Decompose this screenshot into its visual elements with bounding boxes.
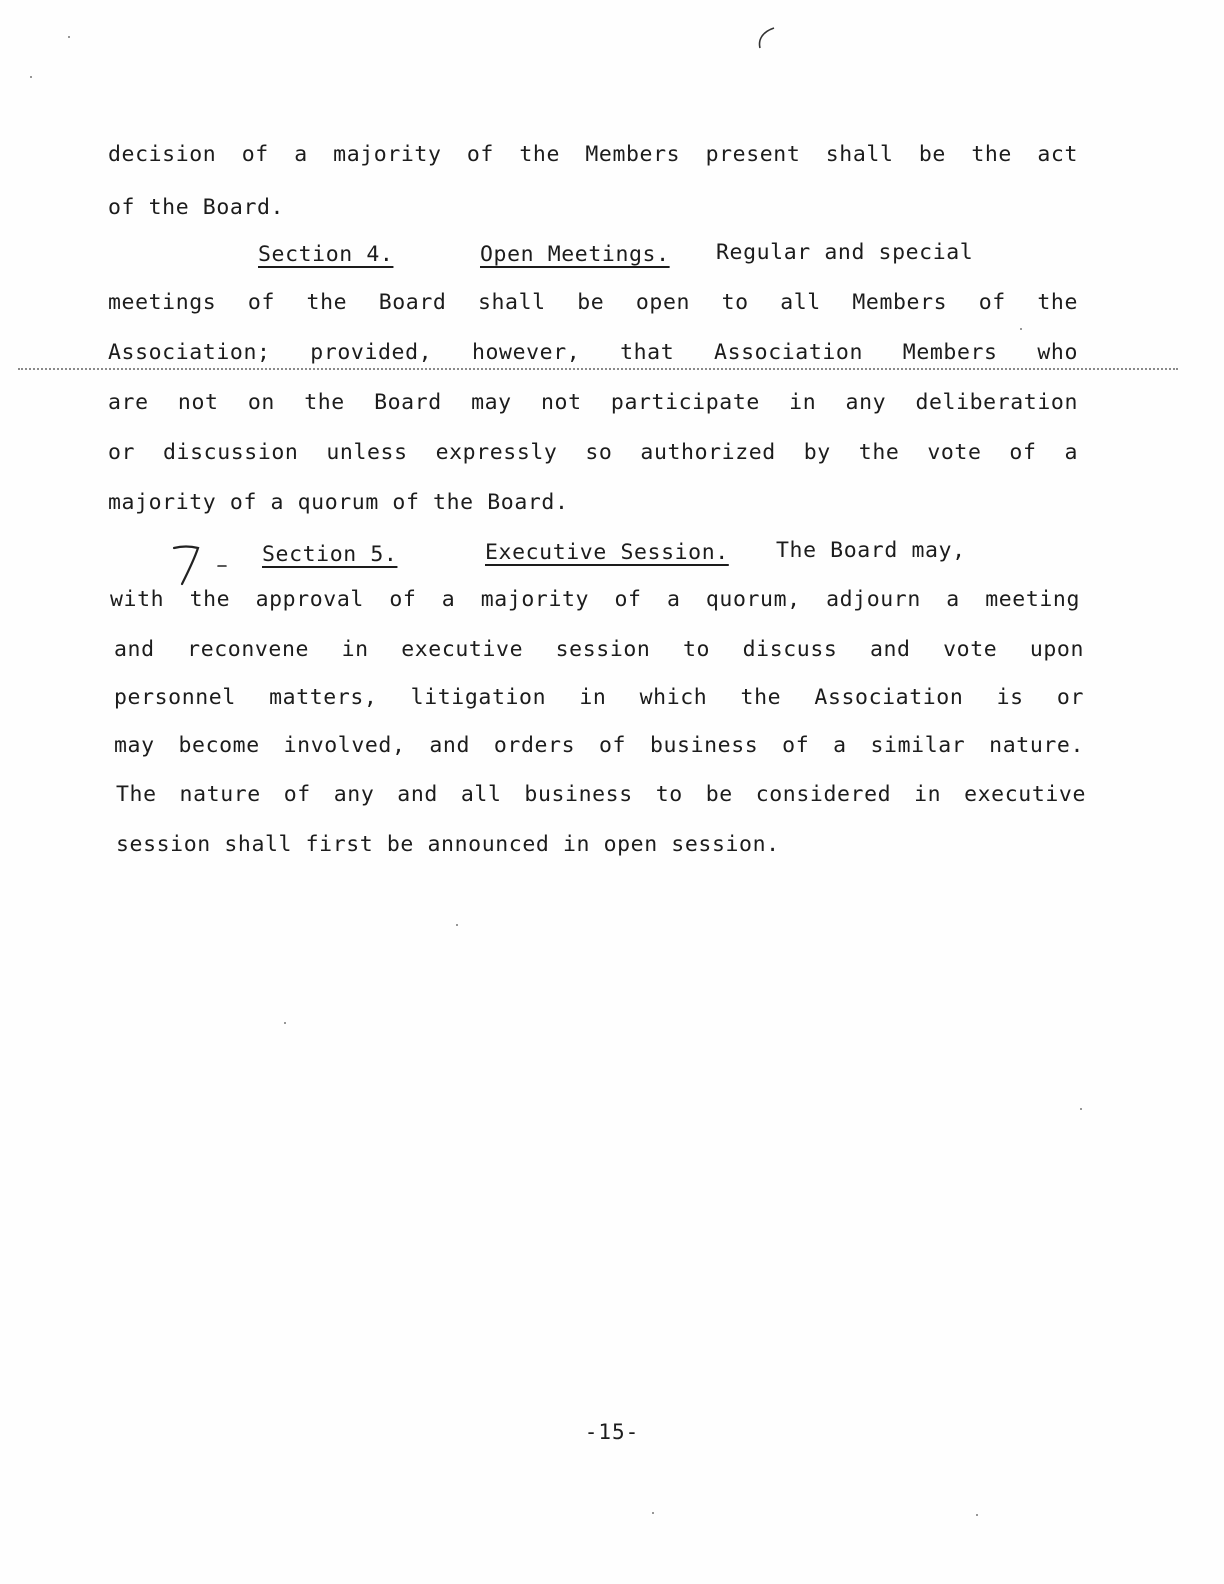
- section-4-title: Open Meetings.: [480, 242, 670, 267]
- scan-speck: [284, 1022, 286, 1024]
- section-4-number: Section 4.: [258, 242, 394, 267]
- handwritten-seven-mark: [168, 540, 232, 590]
- section-4-rest-wrap: [716, 238, 973, 268]
- line-11: and reconvene in executive session to discuss and vote upon: [114, 637, 1084, 662]
- section-4-title-wrap: [480, 240, 670, 270]
- scan-speck: [68, 36, 70, 38]
- line-10: with the approval of a majority of a quorum, adjourn a meeting: [110, 587, 1080, 612]
- section-5-rest: The Board may,: [776, 538, 966, 563]
- line-8: majority of a quorum of the Board.: [108, 490, 569, 515]
- section-4-heading: [258, 240, 393, 270]
- scan-speck: [1020, 328, 1022, 330]
- section-5-title: Executive Session.: [485, 540, 729, 565]
- line-5: Association; provided, however, that Association Members who: [108, 340, 1078, 365]
- section-4-rest: Regular and special: [716, 240, 974, 265]
- scan-speck: [1080, 1108, 1082, 1110]
- section-5-title-wrap: [485, 538, 729, 568]
- scan-speck: [976, 1514, 978, 1516]
- scan-speck: [30, 76, 32, 78]
- line-4: meetings of the Board shall be open to all Members of the: [108, 290, 1078, 315]
- line-2: of the Board.: [108, 195, 285, 220]
- line-6: are not on the Board may not participate in any deliberation: [108, 390, 1078, 415]
- handwritten-mark-top: [752, 22, 782, 52]
- scan-speck: [456, 924, 458, 926]
- line-13: may become involved, and orders of business of a similar nature.: [114, 733, 1084, 758]
- section-5-heading: [262, 540, 397, 570]
- section-5-number: Section 5.: [262, 542, 398, 567]
- line-7: or discussion unless expressly so authorized by the vote of a: [108, 440, 1078, 465]
- scan-speck: [652, 1512, 654, 1514]
- line-1: decision of a majority of the Members present shall be the act: [108, 142, 1078, 167]
- line-12: personnel matters, litigation in which the Association is or: [114, 685, 1084, 710]
- line-14: The nature of any and all business to be considered in executive: [116, 782, 1086, 807]
- page-number: -15-: [584, 1420, 640, 1444]
- dotted-scan-line: [18, 368, 1178, 370]
- line-15: session shall first be announced in open session.: [116, 832, 780, 857]
- section-5-rest-wrap: [776, 536, 966, 566]
